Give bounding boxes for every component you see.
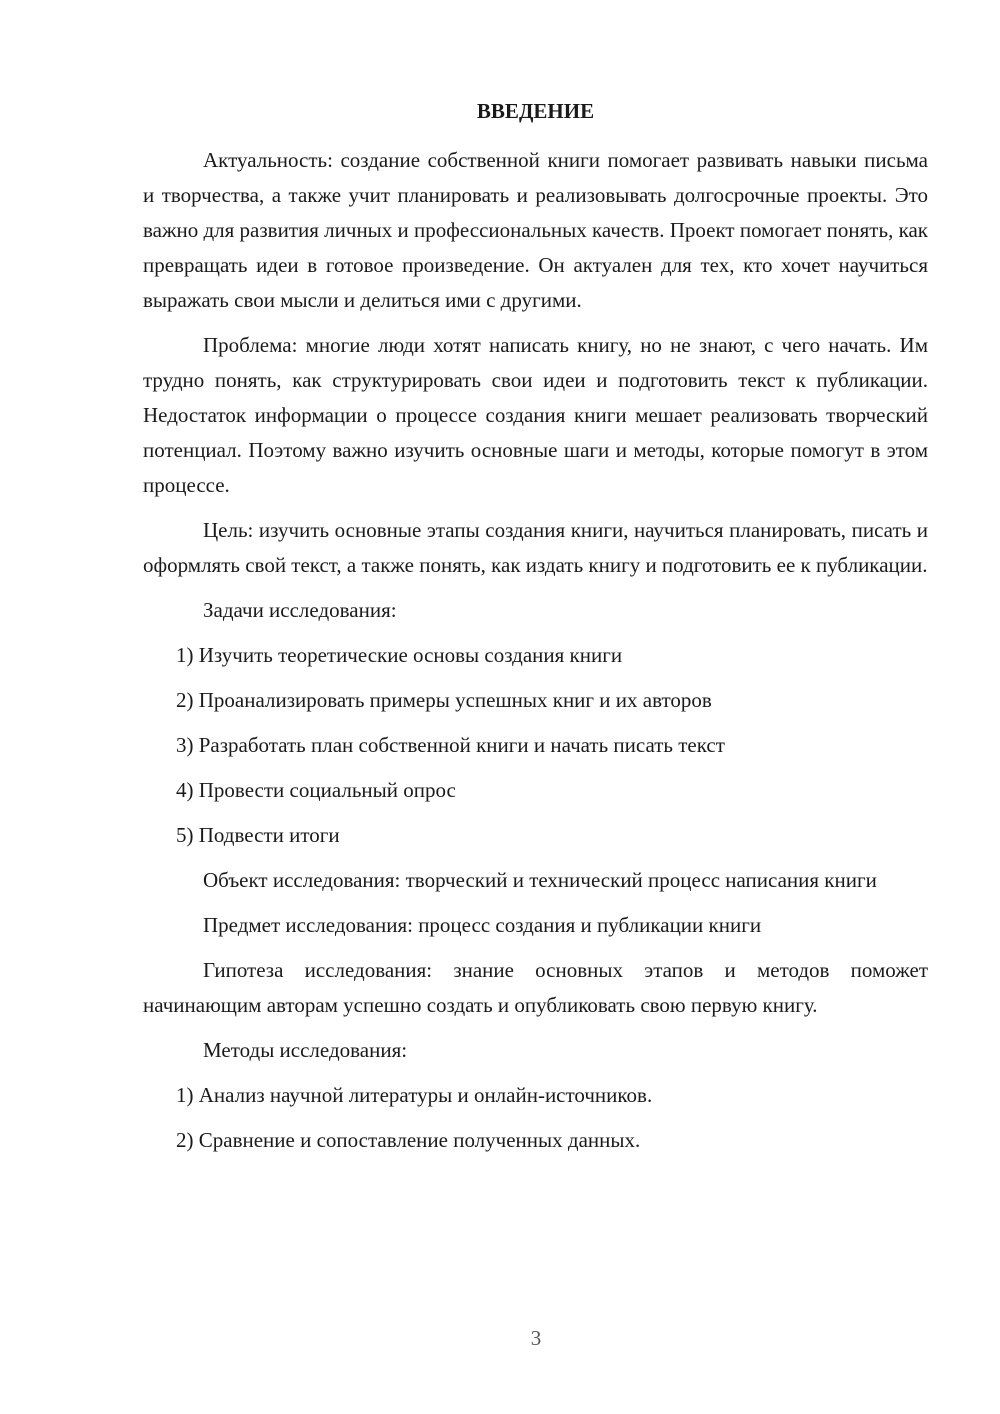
page-number: 3 — [530, 1326, 542, 1350]
object-paragraph: Объект исследования: творческий и технический процесс написания книги — [203, 868, 877, 892]
list-item: 5) Подвести итоги — [176, 823, 340, 847]
methods-list — [143, 1078, 928, 1158]
problem-paragraph: Проблема: многие люди хотят написать книгу, но не знают, с чего начать. Им трудно понять, как структурировать свои идеи и подготовить текст к публикации. Недостаток информации о процессе создания книги мешает реализовать творческий потенциал. Поэтому важно изучить основные шаги и методы, которые помогут в этом процессе. — [143, 333, 928, 497]
tasks-list — [143, 638, 928, 853]
subject-paragraph: Предмет исследования: процесс создания и публикации книги — [203, 913, 762, 937]
list-item: 1) Изучить теоретические основы создания книги — [176, 643, 623, 667]
document-page — [143, 96, 928, 1168]
list-item: 2) Проанализировать примеры успешных книг и их авторов — [176, 688, 712, 712]
list-item: 2) Сравнение и сопоставление полученных данных. — [176, 1128, 641, 1152]
methods-heading: Методы исследования: — [203, 1038, 408, 1062]
relevance-paragraph: Актуальность: создание собственной книги помогает развивать навыки письма и творчества, а также учит планировать и реализовывать долгосрочные проекты. Это важно для развития личных и профессиональных качеств. Проект помогает понять, как превращать идеи в готовое произведение. Он актуален для тех, кто хочет научиться выражать свои мысли и делиться ими с другими. — [143, 148, 928, 312]
list-item: 3) Разработать план собственной книги и начать писать текст — [176, 733, 725, 757]
list-item: 1) Анализ научной литературы и онлайн-источников. — [176, 1083, 653, 1107]
goal-paragraph: Цель: изучить основные этапы создания книги, научиться планировать, писать и оформлять свой текст, а также понять, как издать книгу и подготовить ее к публикации. — [143, 518, 928, 577]
section-title: ВВЕДЕНИЕ — [476, 99, 595, 123]
list-item: 4) Провести социальный опрос — [176, 778, 456, 802]
hypothesis-paragraph: Гипотеза исследования: знание основных этапов и методов поможет начинающим авторам успешно создать и опубликовать свою первую книгу. — [143, 958, 928, 1017]
tasks-heading: Задачи исследования: — [203, 598, 397, 622]
